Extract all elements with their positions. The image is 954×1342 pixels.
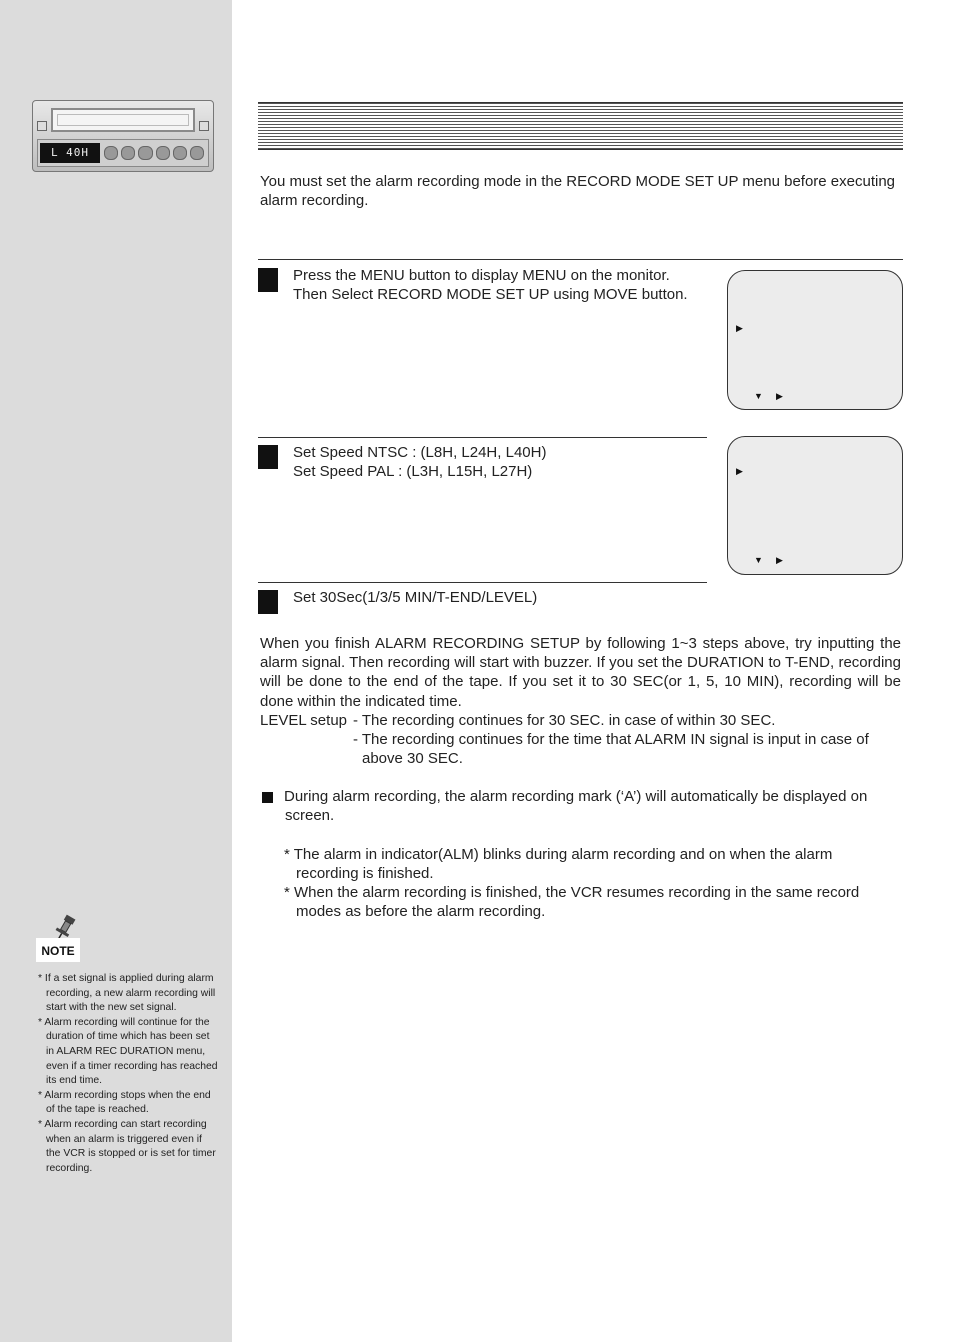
- step-2-line-2: Set Speed PAL : (L3H, L15H, L27H): [293, 463, 533, 480]
- step-1-line-2: Then Select RECORD MODE SET UP using MOVE button.: [293, 286, 688, 303]
- note-item: * Alarm recording stops when the end of the tape is reached.: [38, 1089, 211, 1116]
- note-item: * Alarm recording will continue for the duration of time which has been set in ALARM REC DURATION menu, even if a timer recording has reached its end time.: [38, 1016, 218, 1087]
- step-3-marker: [258, 590, 278, 614]
- asterisk-note-1-line-1: * The alarm in indicator(ALM) blinks during alarm recording and on when the alarm: [284, 846, 833, 863]
- vcr-tape-slot: [51, 108, 195, 132]
- note-item: * Alarm recording can start recording when an alarm is triggered even if the VCR is stopped or is set for timer recording.: [38, 1118, 216, 1174]
- asterisk-note-1-line-2: recording is finished.: [296, 865, 434, 882]
- monitor-screen-1: [727, 270, 903, 410]
- header-stripes: [258, 102, 903, 150]
- level-setup-label: LEVEL setup: [260, 712, 348, 729]
- step-2-marker: [258, 445, 278, 469]
- step-1-marker: [258, 268, 278, 292]
- level-setup-line-3: above 30 SEC.: [362, 750, 463, 767]
- note-item: * If a set signal is applied during alarm recording, a new alarm recording will start with the new set signal.: [38, 973, 216, 1014]
- level-setup-line-1: - The recording continues for 30 SEC. in case of within 30 SEC.: [353, 712, 776, 729]
- monitor-screen-2: [727, 436, 903, 575]
- step-3-line-1: Set 30Sec(1/3/5 MIN/T-END/LEVEL): [293, 589, 538, 606]
- cursor-right-icon: ▶: [736, 323, 743, 333]
- vcr-display: L 40H: [40, 143, 100, 163]
- vcr-front-panel: [37, 139, 209, 167]
- divider: [258, 437, 707, 438]
- note-list: [38, 972, 218, 1176]
- level-setup-line-2: - The recording continues for the time that ALARM IN signal is input in case of: [353, 731, 869, 748]
- vcr-key-row: [104, 146, 204, 160]
- vcr-eject-button: [37, 121, 47, 131]
- divider: [258, 259, 903, 260]
- intro-text: You must set the alarm recording mode in the RECORD MODE SET UP menu before executing alarm recording.: [260, 173, 896, 210]
- cursor-right-icon: ▶: [736, 466, 743, 476]
- step-1-line-1: Press the MENU button to display MENU on the monitor.: [293, 267, 670, 284]
- vcr-power-button: [199, 121, 209, 131]
- asterisk-note-2-line-1: * When the alarm recording is finished, the VCR resumes recording in the same record: [284, 884, 860, 901]
- note-label: NOTE: [36, 938, 80, 962]
- asterisk-note-2-line-2: modes as before the alarm recording.: [296, 903, 546, 920]
- bullet-square-icon: [262, 792, 273, 803]
- down-triangle-icon: ▼: [754, 391, 763, 401]
- right-triangle-icon: ▶: [776, 555, 783, 565]
- bullet-line-1: During alarm recording, the alarm recording mark (‘A’) will automatically be displayed on: [284, 788, 868, 805]
- down-triangle-icon: ▼: [754, 555, 763, 565]
- vcr-illustration: [32, 100, 214, 172]
- bullet-line-2: screen.: [285, 807, 335, 824]
- right-triangle-icon: ▶: [776, 391, 783, 401]
- divider: [258, 582, 707, 583]
- step-2-line-1: Set Speed NTSC : (L8H, L24H, L40H): [293, 444, 547, 461]
- body-paragraph: When you finish ALARM RECORDING SETUP by following 1~3 steps above, try inputting the alarm signal. Then recording will start with buzzer. If you set the DURATION to T-END, recording will be done to the end of the tape. If you set it to 30 SEC(or 1, 5, 10 MIN), recording will be done within the indicated time.: [260, 635, 901, 710]
